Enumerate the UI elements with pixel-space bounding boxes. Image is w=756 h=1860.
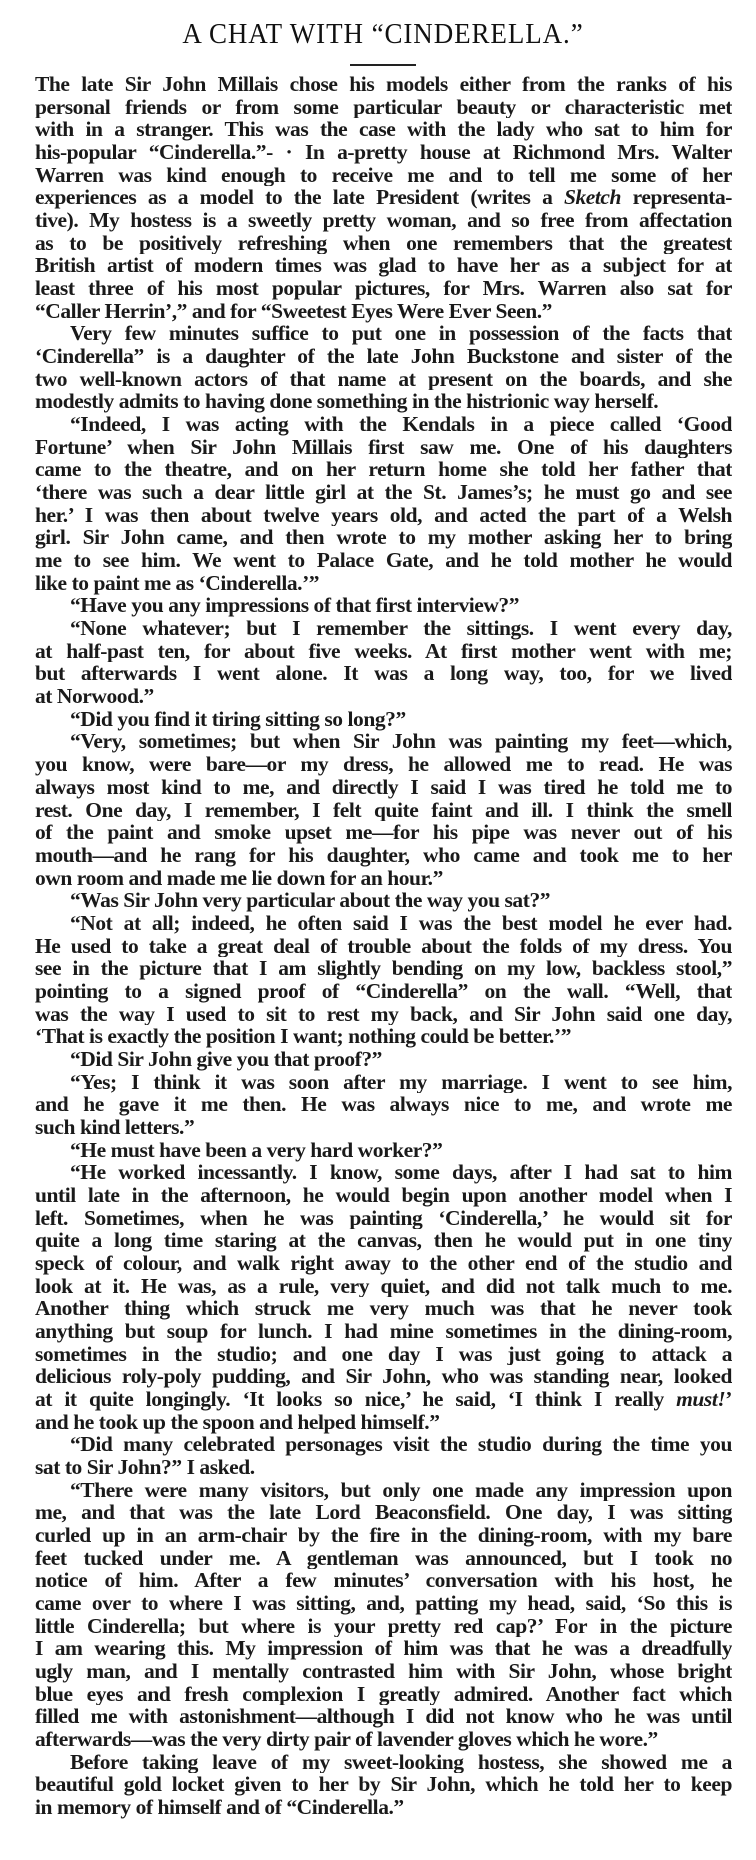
text-line [35, 1184, 732, 1207]
text-line [35, 1569, 732, 1592]
line-text: speck of colour, and walk right away to the other end of the studio and [35, 1251, 732, 1275]
line-text: girl. Sir John came, and then wrote to my mother asking her to bring [35, 526, 732, 550]
line-text: afterwards—was the very dirty pair of lavender gloves which he wore.” [35, 1727, 658, 1752]
line-text: mouth—and he rang for his daughter, who came and took me to her [35, 843, 732, 867]
line-text: “He worked incessantly. I know, some days, after I had sat to him [70, 1161, 732, 1184]
line-text: and he gave it me then. He was always nice to me, and wrote me [35, 1093, 732, 1116]
text-line [35, 1252, 732, 1275]
text-line [35, 662, 732, 685]
text-line [35, 186, 732, 209]
text-line [35, 844, 732, 867]
text-line [35, 730, 732, 753]
text-line [35, 1207, 732, 1230]
line-text: her.’ I was then about twelve years old, and acted the part of a Welsh [35, 503, 732, 527]
article-title: A CHAT WITH “CINDERELLA.” [182, 18, 584, 50]
line-text: until late in the afternoon, he would begin upon another model when I [35, 1183, 732, 1207]
line-text: like to paint me as ‘Cinderella.’” [35, 570, 320, 595]
text-line [35, 1388, 732, 1411]
text-line [35, 1365, 732, 1388]
text-line [35, 1003, 732, 1026]
text-line [35, 572, 732, 595]
line-text: two well-known actors of that name at present on the boards, and she [35, 367, 732, 391]
line-text: “Have you any impressions of that first interview?” [70, 593, 520, 618]
line-text: you know, were bare—or my dress, he allowed me to read. He was [35, 753, 732, 776]
text-line [35, 1139, 732, 1162]
line-text: delicious roly-poly pudding, and Sir John, who was standing near, looked [35, 1365, 732, 1388]
line-text: sometimes in the studio; and one day I was just going to attack a [35, 1342, 732, 1366]
text-line [35, 889, 732, 912]
line-text: own room and made me lie down for an hour.” [35, 865, 443, 890]
line-text: curled up in an arm-chair by the fire in the dining-room, with my bare [35, 1524, 732, 1547]
line-text: and he took up the spoon and helped himself.” [35, 1409, 440, 1434]
text-line [35, 141, 732, 164]
line-text: sat to Sir John?” I asked. [35, 1454, 255, 1479]
line-text: see in the picture that I am slightly bending on my low, backless stool,” [35, 957, 732, 980]
line-text: me to see him. We went to Palace Gate, and he told mother he would [35, 549, 732, 572]
text-line [35, 912, 732, 935]
line-text: ‘Cinderella” is a daughter of the late John Buckstone and sister of the [35, 345, 732, 368]
text-line [35, 867, 732, 890]
line-text: ‘there was such a dear little girl at the St. James’s; he must go and see [35, 481, 732, 504]
text-line [35, 1524, 732, 1547]
line-text: British artist of modern times was glad to have her as a subject for at [35, 254, 732, 278]
text-line [35, 1093, 732, 1116]
text-line [35, 1773, 732, 1796]
text-line [35, 164, 732, 187]
text-line [35, 708, 732, 731]
line-text: at it quite longingly. ‘It looks so nice,’ he said, ‘I think I really [35, 1387, 677, 1411]
text-line [35, 1728, 732, 1751]
text-line [35, 594, 732, 617]
text-line [35, 1411, 732, 1434]
line-text: blue eyes and fresh complexion I greatly admired. Another fact which [35, 1682, 732, 1706]
text-line [35, 254, 732, 277]
line-text: came to the theatre, and on her return home she told her father that [35, 458, 732, 482]
line-text: beautiful gold locket given to her by Sir John, which he told her to keep [35, 1773, 732, 1797]
line-text: but afterwards I went alone. It was a long way, too, for we lived [35, 662, 732, 686]
line-text: with in a stranger. This was the case with the lady who sat to him for [35, 118, 732, 142]
text-line [35, 1796, 732, 1819]
line-text: “Not at all; indeed, he often said I was the best model he ever had. [70, 911, 732, 935]
text-line [35, 209, 732, 232]
line-text: as to be positively refreshing when one remembers that the greatest [35, 231, 732, 255]
text-line [35, 935, 732, 958]
text-line [35, 1343, 732, 1366]
line-text: quite a long time staring at the canvas, then he would put in one tiny [35, 1229, 732, 1252]
line-text: “Caller Herrin’,” and for “Sweetest Eyes Were Ever Seen.” [35, 298, 552, 323]
text-line [35, 1161, 732, 1184]
line-text: “None whatever; but I remember the sittings. I went every day, [70, 617, 732, 640]
text-line [35, 1116, 732, 1139]
line-text: I am wearing this. My impression of him was that he was a dreadfully [35, 1637, 732, 1661]
line-text: filled me with astonishment—although I did not know who he was until [35, 1705, 732, 1729]
text-line [35, 504, 732, 527]
text-line [35, 685, 732, 708]
line-text: came over to where I was sitting, and, patting my head, said, ‘So this is [35, 1592, 732, 1615]
text-line [35, 1025, 732, 1048]
line-text: “Yes; I think it was soon after my marriage. I went to see him, [70, 1070, 732, 1094]
line-text: at half-past ten, for about five weeks. At first mother went with me; [35, 639, 732, 663]
line-text: look at it. He was, as a rule, very quiet, and did not talk much to me. [35, 1274, 732, 1298]
text-line [35, 1592, 732, 1615]
text-line [35, 980, 732, 1003]
line-text: always most kind to me, and directly I said I was tired he told me to [35, 775, 732, 799]
line-text: such kind letters.” [35, 1114, 195, 1139]
line-text: his-popular “Cinderella.”- · In a-pretty house at Richmond Mrs. Walter [35, 141, 732, 164]
text-line [35, 436, 732, 459]
text-line [35, 1547, 732, 1570]
text-line [35, 368, 732, 391]
line-text: feet tucked under me. A gentleman was announced, but I took no [35, 1546, 732, 1570]
line-text: little Cinderella; but where is your pretty red cap?’ For in the picture [35, 1614, 732, 1638]
text-line [35, 1615, 732, 1638]
text-line [35, 345, 732, 368]
text-line [35, 96, 732, 119]
line-text: ‘That is exactly the position I want; nothing could be better.’” [35, 1024, 571, 1049]
text-line [35, 776, 732, 799]
line-text: “He must have been a very hard worker?” [70, 1137, 443, 1162]
line-text: Very few minutes suffice to put one in possession of the facts that [70, 322, 732, 346]
text-line [35, 1501, 732, 1524]
text-line [35, 322, 732, 345]
line-text: The late Sir John Millais chose his models either from the ranks of his [35, 73, 732, 96]
italic-text: Sketch [564, 186, 622, 210]
text-line [35, 1751, 732, 1774]
line-text: ’ [725, 1387, 732, 1411]
line-text: He used to take a great deal of trouble about the folds of my dress. You [35, 934, 732, 958]
line-text: “Was Sir John very particular about the way you sat?” [70, 888, 551, 913]
text-line [35, 526, 732, 549]
line-text: Fortune’ when Sir John Millais first saw me. One of his daughters [35, 435, 732, 459]
line-text: left. Sometimes, when he was painting ‘Cinderella,’ he would sit for [35, 1206, 732, 1230]
text-line [35, 300, 732, 323]
text-line [35, 481, 732, 504]
text-line [35, 1433, 732, 1456]
text-line [35, 73, 732, 96]
text-line [35, 1229, 732, 1252]
text-line [35, 118, 732, 141]
text-line [35, 413, 732, 436]
text-line [35, 549, 732, 572]
line-text: me, and that was the late Lord Beaconsfield. One day, I was sitting [35, 1501, 732, 1524]
line-text: ugly man, and I mentally contrasted him with Sir John, whose bright [35, 1660, 732, 1683]
text-line [35, 1320, 732, 1343]
text-line [35, 1637, 732, 1660]
line-text: at Norwood.” [35, 684, 154, 709]
line-text: modestly admits to having done something in the histrionic way herself. [35, 389, 659, 414]
line-text: tive). My hostess is a sweetly pretty woman, and so free from affectation [35, 209, 732, 232]
title-rule-divider [350, 64, 416, 66]
line-text: “Very, sometimes; but when Sir John was painting my feet—which, [70, 730, 732, 754]
text-line [35, 753, 732, 776]
line-text: of the paint and smoke upset me—for his pipe was never out of his [35, 821, 732, 844]
text-line [35, 1275, 732, 1298]
line-text: “There were many visitors, but only one made any impression upon [70, 1478, 732, 1502]
text-line [35, 458, 732, 481]
article-body [35, 73, 732, 1819]
line-text: least three of his most popular pictures, for Mrs. Warren also sat for [35, 277, 732, 300]
text-line [35, 1705, 732, 1728]
line-text: Before taking leave of my sweet-looking hostess, she showed me a [70, 1750, 732, 1774]
line-text: pointing to a signed proof of “Cinderella” on the wall. “Well, that [35, 979, 732, 1003]
text-line [35, 821, 732, 844]
line-text: Another thing which struck me very much was that he never took [35, 1297, 732, 1320]
text-line [35, 390, 732, 413]
line-text: personal friends or from some particular beauty or characteristic met [35, 95, 732, 119]
text-line [35, 232, 732, 255]
line-text: notice of him. After a few minutes’ conversation with his host, he [35, 1569, 732, 1593]
italic-text: must! [676, 1387, 726, 1411]
line-text: representa- [621, 186, 732, 210]
text-line [35, 957, 732, 980]
line-text: in memory of himself and of “Cinderella.” [35, 1795, 404, 1820]
line-text: was the way I used to sit to rest my back, and Sir John said one day, [35, 1002, 732, 1026]
text-line [35, 1479, 732, 1502]
text-line [35, 799, 732, 822]
line-text: rest. One day, I remember, I felt quite faint and ill. I think the smell [35, 798, 732, 822]
line-text: Warren was kind enough to receive me and to tell me some of her [35, 163, 732, 187]
text-line [35, 1683, 732, 1706]
text-line [35, 640, 732, 663]
text-line [35, 277, 732, 300]
text-line [35, 1660, 732, 1683]
text-line [35, 1297, 732, 1320]
line-text: experiences as a model to the late President (writes a [35, 186, 564, 210]
text-line [35, 1048, 732, 1071]
text-line [35, 1456, 732, 1479]
line-text: “Did Sir John give you that proof?” [70, 1046, 382, 1071]
line-text: “Did many celebrated personages visit the studio during the time you [70, 1433, 732, 1456]
line-text: anything but soup for lunch. I had mine sometimes in the dining-room, [35, 1319, 732, 1343]
text-line [35, 617, 732, 640]
line-text: “Indeed, I was acting with the Kendals in a piece called ‘Good [70, 413, 732, 436]
text-line [35, 1071, 732, 1094]
line-text: “Did you find it tiring sitting so long?” [70, 706, 406, 731]
